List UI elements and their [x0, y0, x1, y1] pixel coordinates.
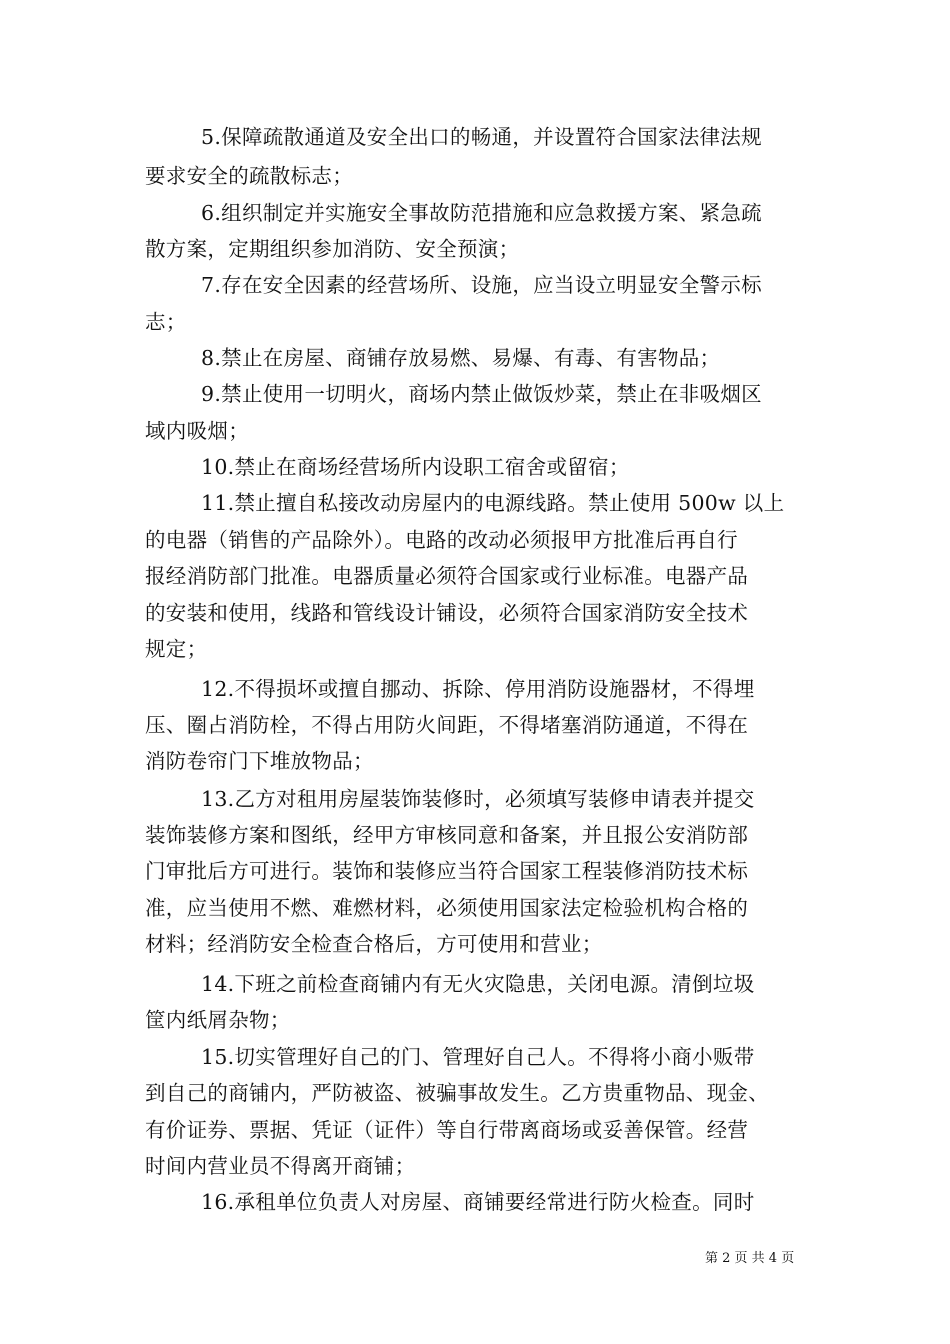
paragraph-line: 压、圈占消防栓，不得占用防火间距，不得堵塞消防通道，不得在 [145, 713, 749, 737]
paragraph-line: 有价证券、票据、凭证（证件）等自行带离商场或妥善保管。经营 [145, 1118, 749, 1142]
paragraph-line: 7.存在安全因素的经营场所、设施，应当设立明显安全警示标 [201, 273, 762, 297]
paragraph-line: 散方案，定期组织参加消防、安全预演； [145, 237, 520, 261]
paragraph-line: 报经消防部门批准。电器质量必须符合国家或行业标准。电器产品 [145, 564, 749, 588]
paragraph-line: 12.不得损坏或擅自挪动、拆除、停用消防设施器材，不得埋 [201, 677, 755, 701]
paragraph-line: 5.保障疏散通道及安全出口的畅通，并设置符合国家法律法规 [201, 125, 762, 149]
paragraph-line: 要求安全的疏散标志； [145, 164, 353, 188]
paragraph-line: 规定； [145, 637, 208, 661]
paragraph-line: 消防卷帘门下堆放物品； [145, 749, 374, 773]
paragraph-line: 域内吸烟； [145, 419, 249, 443]
page-number-footer: 第 2 页 共 4 页 [705, 1251, 795, 1266]
paragraph-line: 11.禁止擅自私接改动房屋内的电源线路。禁止使用 500w 以上 [201, 491, 785, 515]
paragraph-line: 准，应当使用不燃、难燃材料，必须使用国家法定检验机构合格的 [145, 896, 749, 920]
paragraph-line: 筐内纸屑杂物； [145, 1008, 291, 1032]
paragraph-line: 16.承租单位负责人对房屋、商铺要经常进行防火检查。同时 [201, 1190, 755, 1214]
paragraph-line: 的电器（销售的产品除外）。电路的改动必须报甲方批准后再自行 [145, 528, 738, 552]
paragraph-line: 志； [145, 310, 187, 334]
paragraph-line: 装饰装修方案和图纸，经甲方审核同意和备案，并且报公安消防部 [145, 823, 749, 847]
paragraph-line: 材料；经消防安全检查合格后，方可使用和营业； [145, 932, 603, 956]
paragraph-line: 6.组织制定并实施安全事故防范措施和应急救援方案、紧急疏 [201, 201, 762, 225]
paragraph-line: 的安装和使用，线路和管线设计铺设，必须符合国家消防安全技术 [145, 601, 749, 625]
paragraph-line: 15.切实管理好自己的门、管理好自己人。不得将小商小贩带 [201, 1045, 755, 1069]
paragraph-line: 时间内营业员不得离开商铺； [145, 1154, 416, 1178]
paragraph-line: 到自己的商铺内，严防被盗、被骗事故发生。乙方贵重物品、现金、 [145, 1081, 769, 1105]
paragraph-line: 14.下班之前检查商铺内有无火灾隐患，关闭电源。清倒垃圾 [201, 972, 755, 996]
paragraph-line: 门审批后方可进行。装饰和装修应当符合国家工程装修消防技术标 [145, 859, 749, 883]
paragraph-line: 8.禁止在房屋、商铺存放易燃、易爆、有毒、有害物品； [201, 346, 721, 370]
paragraph-line: 10.禁止在商场经营场所内设职工宿舍或留宿； [201, 455, 630, 479]
paragraph-line: 9.禁止使用一切明火，商场内禁止做饭炒菜，禁止在非吸烟区 [201, 382, 762, 406]
paragraph-line: 13.乙方对租用房屋装饰装修时，必须填写装修申请表并提交 [201, 787, 755, 811]
